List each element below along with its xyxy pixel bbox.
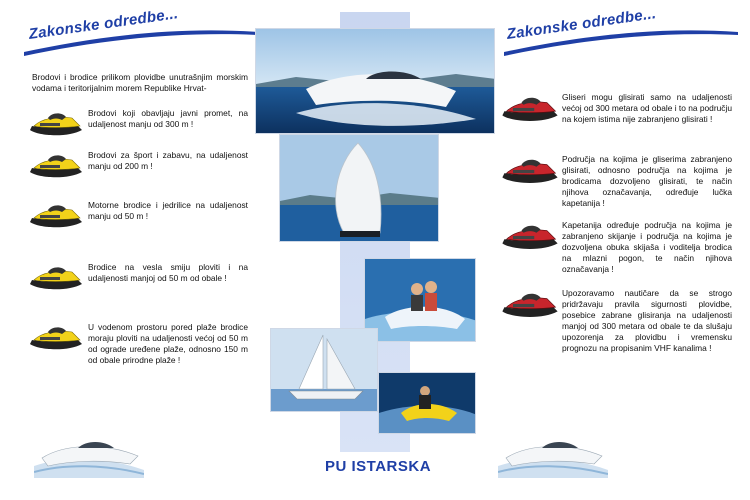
left-item-3	[28, 200, 248, 232]
right-item-1	[500, 92, 732, 126]
red-jetski-icon	[500, 92, 560, 126]
right-heading	[500, 5, 740, 58]
yellow-jetski-icon	[28, 322, 84, 354]
left-item-2-text: Brodovi za šport i zabavu, na udaljenost manju od 200 m !	[88, 150, 248, 171]
right-item-2-text: Područja na kojima je gliserima zabranjeno glisirati, odnosno područja na kojima je brodicama dozvoljeno glisirati, te način njihova označavanja, određuje lučka kapetanija !	[562, 154, 732, 208]
red-jetski-icon	[500, 220, 560, 254]
sailing-yacht-photo	[270, 328, 378, 412]
jetski-riders-photo	[364, 258, 476, 342]
left-item-4	[28, 262, 248, 294]
yellow-jetski-icon	[28, 150, 84, 182]
right-item-2	[500, 154, 732, 209]
left-item-4-text: Brodice na vesla smiju ploviti i na udaljenosti manjoj od 50 m od obale !	[88, 262, 248, 283]
speedboat-photo	[255, 28, 495, 134]
speedboat-corner-image	[34, 426, 144, 478]
yellow-jetski-icon	[28, 262, 84, 294]
left-intro-text: Brodovi i brodice prilikom plovidbe unutrašnjim morskim vodama i teritorijalnim morem Republike Hrvat-	[32, 72, 248, 93]
right-item-1-text: Gliseri mogu glisirati samo na udaljenosti većoj od 300 metara od obale i to na području na kojem istima nije zabranjeno glisirati !	[562, 92, 732, 124]
right-item-3	[500, 220, 732, 275]
left-item-3-text: Motorne brodice i jedrilice na udaljenost manju od 50 m !	[88, 200, 248, 221]
speedboat-corner-image	[498, 426, 608, 478]
left-heading-title: Zakonske odredbe...	[27, 5, 180, 44]
right-item-4-text: Upozoravamo nautičare da se strogo pridržavaju pravila sigurnosti plovidbe, posebice zabrane glisiranja na udaljenosti manjoj od 300 metara od obale te da slušaju upozorenja za plovidbu i vremensku prognozu na propisanim VHF kanalima !	[562, 288, 732, 353]
left-item-2	[28, 150, 248, 182]
left-item-1	[28, 108, 248, 140]
red-jetski-icon	[500, 288, 560, 322]
footer-title: PU ISTARSKA	[324, 458, 432, 475]
left-item-5-text: U vodenom prostoru pored plaže brodice moraju ploviti na udaljenosti većoj od 50 m od ograde uređene plaže, odnosno 150 m od obale prirodne plaže !	[88, 322, 248, 365]
left-item-5	[28, 322, 248, 366]
yellow-jetski-icon	[28, 108, 84, 140]
right-item-4	[500, 288, 732, 354]
left-item-1-text: Brodovi koji obavljaju javni promet, na udaljenost manju od 300 m !	[88, 108, 248, 129]
yellow-jetski-photo	[378, 372, 476, 434]
right-item-3-text: Kapetanija određuje područja na kojima je zabranjeno skijanje i područja na kojima je dozvoljena obuka skijaša i voditelja brodica na mlazni pogon, te način njihova označavanja !	[562, 220, 732, 274]
left-heading	[20, 5, 260, 58]
right-heading-title: Zakonske odredbe...	[505, 5, 658, 44]
red-jetski-icon	[500, 154, 560, 188]
yellow-jetski-icon	[28, 200, 84, 232]
sailboat-photo	[279, 134, 439, 242]
